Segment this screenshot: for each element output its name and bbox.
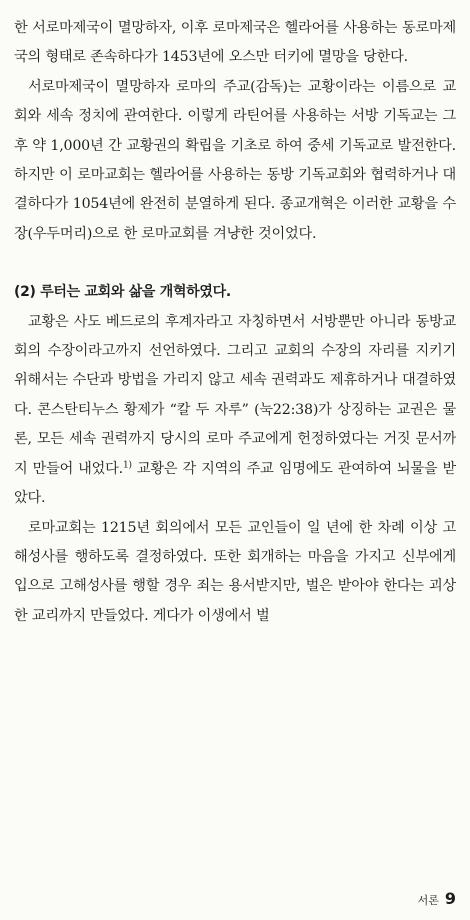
paragraph-2: 서로마제국이 멸망하자 로마의 주교(감독)는 교황이라는 이름으로 교회와 세속 정치에 관여한다. 이렇게 라틴어를 사용하는 서방 기독교는 그 후 약 1,000년 간 교황권의 확립을 기초로 하여 중세 기독교로 발전한다. 하지만 이 로마교회는 헬라어를 사용하는 동방 기독교회와 협력하거나 대결하다가 1054년에 완전히 분열하게 된다. 종교개혁은 이러한 교황을 수장(우두머리)으로 한 로마교회를 겨냥한 것이었다. <box>14 78 456 242</box>
paragraph-4: 로마교회는 1215년 회의에서 모든 교인들이 일 년에 한 차례 이상 고해성사를 행하도록 결정하였다. 또한 회개하는 마음을 가지고 신부에게 입으로 고해성사를 행할 경우 죄는 용서받지만, 벌은 받아야 한다는 괴상한 교리까지 만들었다. 게다가 이생에서 벌 <box>14 519 456 624</box>
paragraph-3-tail: 교황은 각 지역의 주교 임명에도 관여하여 뇌물을 받았다. <box>14 460 457 507</box>
paragraph-3 <box>14 308 456 514</box>
page-number: 9 <box>444 889 456 908</box>
paragraph-3-main: 교황은 사도 베드로의 후계자라고 자칭하면서 서방뿐만 아니라 동방교회의 수장이라고까지 선언하였다. 그리고 교회의 수장의 자리를 지키기 위해서는 수단과 방법을 가리지 않고 세속 권력과도 제휴하거나 대결하였다. 콘스탄티누스 황제가 “칼 두 자루” (눅22:38)가 상징하는 교권은 물론, 모든 세속 권력까지 당시의 로마 주교에게 헌정하였다는 거짓 문서까지 만들어 내었다. <box>14 313 456 477</box>
body-text <box>14 14 456 631</box>
footnote-ref: 1) <box>123 459 132 470</box>
page-footer <box>418 889 456 908</box>
section-heading: (2) 루터는 교회와 삶을 개혁하였다. <box>14 284 231 301</box>
footer-section-label: 서론 <box>417 894 439 907</box>
paragraph-1: 한 서로마제국이 멸망하자, 이후 로마제국은 헬라어를 사용하는 동로마제국의 형태로 존속하다가 1453년에 오스만 터키에 멸망을 당한다. <box>14 20 456 66</box>
